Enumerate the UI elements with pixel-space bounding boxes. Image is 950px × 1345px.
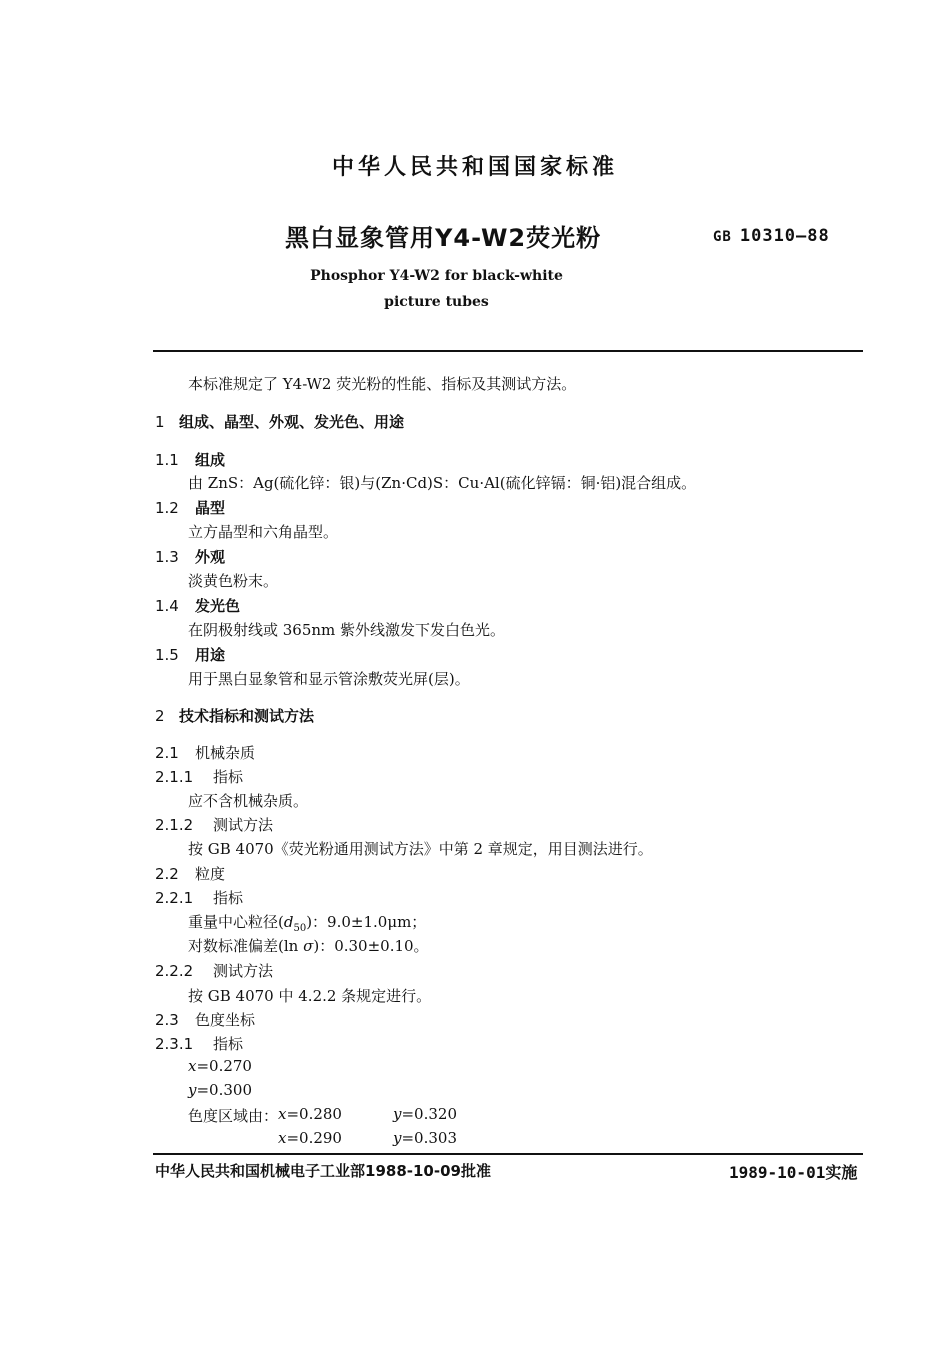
intro-paragraph: 本标准规定了 Y4-W2 荧光粉的性能、指标及其测试方法。 — [188, 375, 577, 393]
section-2-3-1-heading: 2.3.1 指标 — [155, 1035, 244, 1053]
standard-number — [713, 226, 830, 246]
english-title-line-1: Phosphor Y4-W2 for black-white — [310, 268, 563, 284]
section-1-2-heading: 1.2 晶型 — [155, 499, 226, 517]
section-1-5-heading: 1.5 用途 — [155, 646, 226, 664]
section-2-2-2-body: 按 GB 4070 中 4.2.2 条规定进行。 — [188, 987, 432, 1005]
section-2-1-2-heading: 2.1.2 测试方法 — [155, 816, 274, 834]
section-1-3-heading: 1.3 外观 — [155, 548, 226, 566]
chromaticity-y: y=0.300 — [188, 1081, 252, 1099]
section-2-1-heading: 2.1 机械杂质 — [155, 744, 256, 762]
approval-line: 中华人民共和国机械电子工业部1988-10-09批准 — [155, 1162, 491, 1180]
section-1-3-body: 淡黄色粉末。 — [188, 572, 279, 590]
section-2-1-1-body: 应不含机械杂质。 — [188, 792, 309, 810]
particle-size-deviation: 对数标准偏差(ln σ)：0.30±0.10。 — [188, 937, 429, 955]
section-1-1-body: 由 ZnS：Ag(硫化锌：银)与(Zn·Cd)S：Cu·Al(硫化锌镉：铜·铝)混合组成。 — [188, 474, 697, 492]
section-1-4-body: 在阴极射线或 365nm 紫外线激发下发白色光。 — [188, 621, 506, 639]
section-2-1-2-body: 按 GB 4070《荧光粉通用测试方法》中第 2 章规定，用目测法进行。 — [188, 840, 653, 858]
standard-code: 10310—88 — [739, 226, 830, 246]
section-2-2-1-heading: 2.2.1 指标 — [155, 889, 244, 907]
footer-divider — [153, 1153, 863, 1155]
section-1-1-heading: 1.1 组成 — [155, 451, 226, 469]
standard-prefix: GB — [713, 229, 732, 245]
section-2-heading: 2 技术指标和测试方法 — [155, 707, 315, 725]
chromaticity-region-label: 色度区域由： — [188, 1107, 279, 1125]
particle-size-median: 重量中心粒径$(d_{50})$：9.0±1.0μm； — [188, 913, 427, 934]
section-2-1-1-heading: 2.1.1 指标 — [155, 768, 244, 786]
region-point-1-y: y=0.320 — [393, 1105, 457, 1123]
section-2-2-heading: 2.2 粒度 — [155, 865, 226, 883]
document-title: 黑白显象管用Y4-W2荧光粉 — [285, 224, 602, 252]
chromaticity-x: x=0.270 — [188, 1057, 252, 1075]
region-point-2-x: x=0.290 — [278, 1129, 342, 1147]
section-2-2-2-heading: 2.2.2 测试方法 — [155, 962, 274, 980]
region-point-2-y: y=0.303 — [393, 1129, 457, 1147]
header-divider — [153, 350, 863, 352]
section-1-5-body: 用于黑白显象管和显示管涂敷荧光屏(层)。 — [188, 670, 470, 688]
region-point-1-x: x=0.280 — [278, 1105, 342, 1123]
section-1-heading: 1 组成、晶型、外观、发光色、用途 — [155, 413, 405, 431]
section-1-4-heading: 1.4 发光色 — [155, 597, 241, 615]
section-2-3-heading: 2.3 色度坐标 — [155, 1011, 256, 1029]
section-1-2-body: 立方晶型和六角晶型。 — [188, 523, 339, 541]
english-title-line-2: picture tubes — [384, 294, 489, 310]
standard-category-title: 中华人民共和国国家标准 — [331, 155, 618, 180]
implementation-date: 1989-10-01实施 — [729, 1163, 858, 1182]
